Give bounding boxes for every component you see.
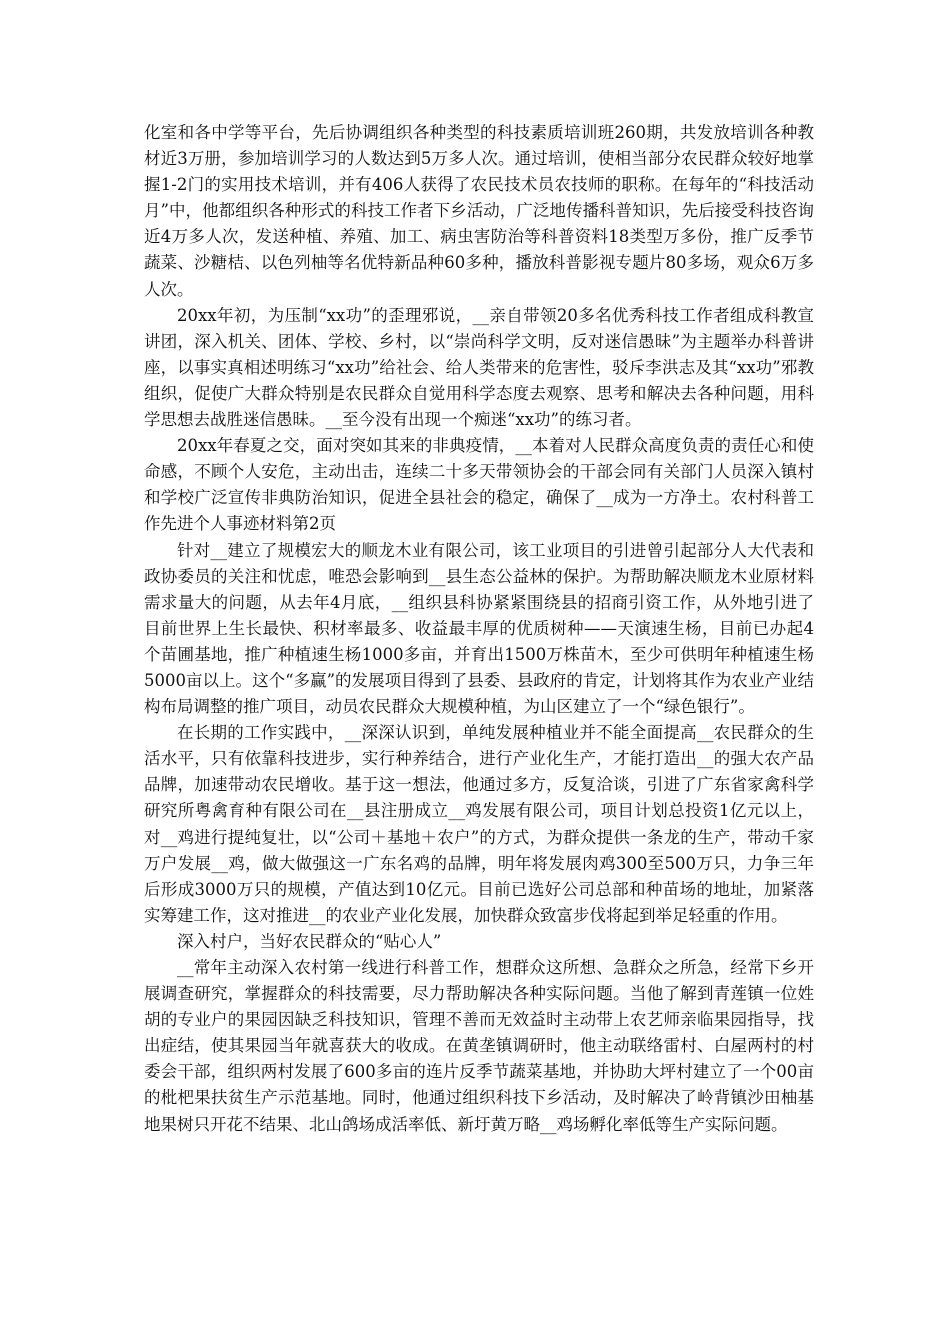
paragraph-4: 针对__建立了规模宏大的顺龙木业有限公司，该工业项目的引进曾引起部分人大代表和政协委员的关注和忧虑，唯恐会影响到__县生态公益林的保护。为帮助解决顺龙木业原材料需求量大的问题，从去年4月底，__组织县科协紧紧围绕县的招商引资工作，从外地引进了目前世界上生长最快、积材率最多、收益最丰厚的优质树种——天演速生杨，目前已办起4个苗圃基地，推广种植速生杨1000多亩，并育出1500万株苗木，至少可供明年种植速生杨5000亩以上。这个“多赢”的发展项目得到了县委、县政府的肯定，计划将其作为农业产业结构布局调整的推广项目，动员农民群众大规模种植，为山区建立了一个“绿色银行”。 — [144, 540, 814, 717]
paragraph-3: 20xx年春夏之交，面对突如其来的非典疫情，__本着对人民群众高度负责的责任心和使命感，不顾个人安危，主动出击，连续二十多天带领协会的干部会同有关部门人员深入镇村和学校广泛宣传非典防治知识，促进全县社会的稳定，确保了__成为一方净土。农村科普工作先进个人事迹材料第2页 — [144, 436, 814, 534]
paragraph-6: __常年主动深入农村第一线进行科普工作，想群众这所想、急群众之所急，经常下乡开展调查研究，掌握群众的科技需要，尽力帮助解决各种实际问题。当他了解到青莲镇一位姓胡的专业户的果园因缺乏科技知识，管理不善而无效益时主动带上农艺师亲临果园指导，找出症结，使其果园当年就喜获大的收成。在黄垄镇调研时，他主动联络雷村、白屋两村的村委会干部，组织两村发展了600多亩的连片反季节蔬菜基地，并协助大坪村建立了一个00亩的枇杷果扶贫生产示范基地。同时，他通过组织科技下乡活动，及时解决了岭背镇沙田柚基地果树只开花不结果、北山鸽场成活率低、新圩黄万略__鸡场孵化率低等生产实际问题。 — [144, 958, 814, 1134]
section-heading: 深入村户，当好农民群众的“贴心人” — [177, 931, 442, 951]
document-body — [144, 120, 814, 1138]
paragraph-1: 化室和各中学等平台，先后协调组织各种类型的科技素质培训班260期，共发放培训各种教材近3万册，参加培训学习的人数达到5万多人次。通过培训，使相当部分农民群众较好地掌握1-2门的实用技术培训，并有406人获得了农民技术员农技师的职称。在每年的“科技活动月”中，他都组织各种形式的科技工作者下乡活动，广泛地传播科普知识，先后接受科技咨询近4万多人次，发送种植、养殖、加工、病虫害防治等科普资料18类型万多份，推广反季节蔬菜、沙糖桔、以色列柚等名优特新品种60多种，播放科普影视专题片80多场，观众6万多人次。 — [144, 123, 814, 299]
paragraph-5: 在长期的工作实践中，__深深认识到，单纯发展种植业并不能全面提高__农民群众的生活水平，只有依靠科技进步，实行种养结合，进行产业化生产，才能打造出__的强大农产品品牌，加速带动农民增收。基于这一想法，他通过多方，反复洽谈，引进了广东省家禽科学研究所粤禽育种有限公司在__县注册成立__鸡发展有限公司，项目计划总投资1亿元以上，对__鸡进行提纯复壮，以“公司＋基地＋农户”的方式，为群众提供一条龙的生产，带动千家万户发展__鸡，做大做强这一广东名鸡的品牌，明年将发展肉鸡300至500万只，力争三年后形成3000万只的规模，产值达到10亿元。目前已选好公司总部和种苗场的地址，加紧落实筹建工作，这对推进__的农业产业化发展，加快群众致富步伐将起到举足轻重的作用。 — [144, 723, 814, 925]
paragraph-2: 20xx年初，为压制“xx功”的歪理邪说，__亲自带领20多名优秀科技工作者组成科教宣讲团，深入机关、团体、学校、乡村，以“崇尚科学文明，反对迷信愚昧”为主题举办科普讲座，以事实真相述明练习“xx功”给社会、给人类带来的危害性，驳斥李洪志及其“xx功”邪教组织，促使广大群众特别是农民群众自觉用科学态度去观察、思考和解决去各种问题，用科学思想去战胜迷信愚昧。__至今没有出现一个痴迷“xx功”的练习者。 — [144, 305, 814, 430]
